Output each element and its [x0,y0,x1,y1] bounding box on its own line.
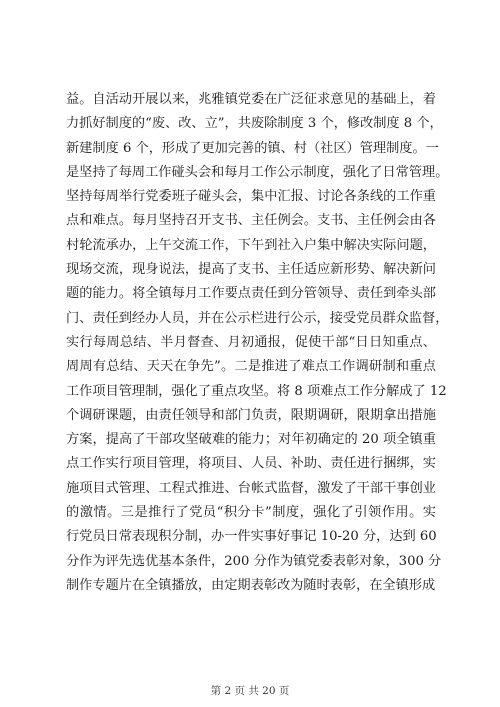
text-line: 制作专题片在全镇播放，由定期表彰改为随时表彰，在全镇形成 [66,577,436,593]
text-line: 点工作实行项目管理，将项目、人员、补助、责任进行捆绑，实 [66,456,436,472]
text-line: 行党员日常表现积分制，办一件实事好事记 10-20 分，达到 60 [66,529,437,545]
text-line: 题的能力。将全镇每月工作要点责任到分管领导、责任到牵头部 [66,286,436,302]
text-line: 新建制度 6 个，形成了更加完善的镇、村（社区）管理制度。一 [66,140,439,156]
text-line: 益。自活动开展以来，兆雅镇党委在广泛征求意见的基础上，着 [66,92,436,107]
text-line: 点和难点。每月坚持召开支书、主任例会。支书、主任例会由各 [66,213,436,229]
page-number-footer: 第 2 页 共 20 页 [210,685,290,697]
text-line: 个调研课题，由责任领导和部门负责，限期调研，限期拿出措施 [66,407,436,423]
text-line: 施项目式管理、工程式推进、台帐式监督，激发了干部干事创业 [66,480,436,496]
text-line: 周周有总结、天天在争先”。二是推进了难点工作调研制和重点 [66,359,436,375]
text-line: 分作为评先选优基本条件，200 分作为镇党委表彰对象，300 分 [66,553,442,569]
text-line: 村轮流承办，上午交流工作，下午到社入户集中解决实际问题， [66,237,436,253]
text-line: 方案，提高了干部攻坚破难的能力；对年初确定的 20 项全镇重 [66,432,436,448]
text-line: 工作项目管理制，强化了重点攻坚。将 8 项难点工作分解成了 12 [66,383,447,399]
text-line: 实行每周总结、半月督查、月初通报，促使干部“日日知重点、 [66,334,436,350]
text-line: 是坚持了每周工作碰头会和每月工作公示制度，强化了日常管理。 [66,164,449,180]
text-line: 力抓好制度的“废、改、立”，共废除制度 3 个，修改制度 8 个， [66,116,443,132]
text-line: 坚持每周举行党委班子碰头会，集中汇报、讨论各条线的工作重 [66,189,436,205]
text-line: 门、责任到经办人员，并在公示栏进行公示，接受党员群众监督， [66,310,449,326]
text-line: 的激情。三是推行了党员“积分卡”制度，强化了引领作用。实 [66,505,436,521]
text-line: 现场交流，现身说法，提高了支书、主任适应新形势、解决新问 [66,262,436,278]
body-text [66,88,449,598]
